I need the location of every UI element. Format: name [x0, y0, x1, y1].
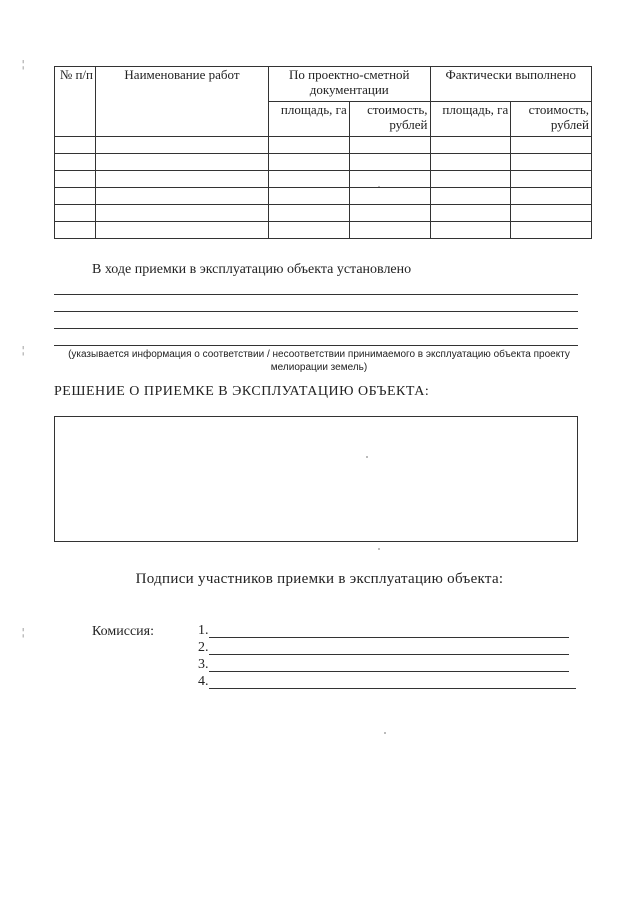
- table-cell[interactable]: [430, 222, 511, 239]
- signature-number: 4.: [198, 674, 209, 689]
- table-cell[interactable]: [96, 205, 269, 222]
- table-row: [55, 205, 592, 222]
- established-label: В ходе приемки в эксплуатацию объекта установлено: [92, 262, 412, 277]
- scan-mark: ¦: [22, 58, 25, 70]
- table-row: [55, 171, 592, 188]
- fill-line[interactable]: [54, 345, 578, 346]
- table-cell[interactable]: [349, 222, 430, 239]
- signatures-title: Подписи участников приемки в эксплуатацию объекта:: [135, 571, 504, 587]
- works-table: [54, 66, 592, 239]
- header-design-cost: стоимость, рублей: [349, 102, 430, 137]
- table-cell[interactable]: [96, 171, 269, 188]
- decision-box[interactable]: [54, 416, 578, 542]
- table-cell[interactable]: [269, 188, 350, 205]
- header-actual-area: площадь, га: [430, 102, 511, 137]
- table-cell[interactable]: [96, 188, 269, 205]
- header-number: № п/п: [55, 67, 96, 137]
- commission-label: Комиссия:: [92, 624, 154, 639]
- signature-line-1[interactable]: [198, 623, 208, 640]
- table-cell[interactable]: [96, 137, 269, 154]
- header-actual-cost: стоимость, рублей: [511, 102, 592, 137]
- table-cell[interactable]: [349, 188, 430, 205]
- table-cell[interactable]: [511, 171, 592, 188]
- table-row: [55, 137, 592, 154]
- table-cell[interactable]: [430, 171, 511, 188]
- signature-blank[interactable]: [209, 671, 569, 672]
- table-cell[interactable]: [269, 154, 350, 171]
- scan-mark: ¦: [22, 626, 25, 638]
- signature-line-2[interactable]: [198, 640, 208, 657]
- table-cell[interactable]: [430, 137, 511, 154]
- table-row: [55, 154, 592, 171]
- signature-line-4[interactable]: [198, 674, 208, 691]
- signature-blank[interactable]: [209, 654, 569, 655]
- table-cell[interactable]: [511, 154, 592, 171]
- table-cell[interactable]: [349, 154, 430, 171]
- header-work-name: Наименование работ: [96, 67, 269, 137]
- table-cell[interactable]: [55, 171, 96, 188]
- table-cell[interactable]: [96, 222, 269, 239]
- header-design-area: площадь, га: [269, 102, 350, 137]
- scan-speck: [378, 548, 380, 550]
- table-cell[interactable]: [55, 188, 96, 205]
- table-cell[interactable]: [511, 205, 592, 222]
- table-cell[interactable]: [55, 154, 96, 171]
- signature-number: 1.: [198, 623, 209, 638]
- table-cell[interactable]: [349, 137, 430, 154]
- table-cell[interactable]: [430, 154, 511, 171]
- table-cell[interactable]: [269, 205, 350, 222]
- table-cell[interactable]: [55, 137, 96, 154]
- table-cell[interactable]: [349, 205, 430, 222]
- header-actual-group: Фактически выполнено: [430, 67, 592, 102]
- fill-line[interactable]: [54, 328, 578, 329]
- established-note: (указывается информация о соответствии / несоответствии принимаемого в эксплуатацию объекта проекту мелиорации земель): [68, 349, 570, 373]
- table-cell[interactable]: [511, 222, 592, 239]
- signature-number: 2.: [198, 640, 209, 655]
- signature-line-3[interactable]: [198, 657, 208, 674]
- table-cell[interactable]: [96, 154, 269, 171]
- signature-blank[interactable]: [209, 637, 569, 638]
- table-cell[interactable]: [349, 171, 430, 188]
- table-row: [55, 188, 592, 205]
- table-cell[interactable]: [430, 188, 511, 205]
- fill-line[interactable]: [54, 311, 578, 312]
- decision-title: РЕШЕНИЕ О ПРИЕМКЕ В ЭКСПЛУАТАЦИЮ ОБЪЕКТА:: [54, 384, 430, 399]
- scan-speck: [384, 732, 386, 734]
- table-row: [55, 222, 592, 239]
- scan-mark: ¦: [22, 344, 25, 356]
- table-cell[interactable]: [269, 171, 350, 188]
- header-design-group: По проектно-сметной документации: [269, 67, 431, 102]
- signature-blank[interactable]: [209, 688, 576, 689]
- table-cell[interactable]: [511, 137, 592, 154]
- table-cell[interactable]: [269, 137, 350, 154]
- table-cell[interactable]: [511, 188, 592, 205]
- fill-line[interactable]: [54, 294, 578, 295]
- table-cell[interactable]: [55, 205, 96, 222]
- table-cell[interactable]: [430, 205, 511, 222]
- signature-number: 3.: [198, 657, 209, 672]
- table-cell[interactable]: [55, 222, 96, 239]
- table-cell[interactable]: [269, 222, 350, 239]
